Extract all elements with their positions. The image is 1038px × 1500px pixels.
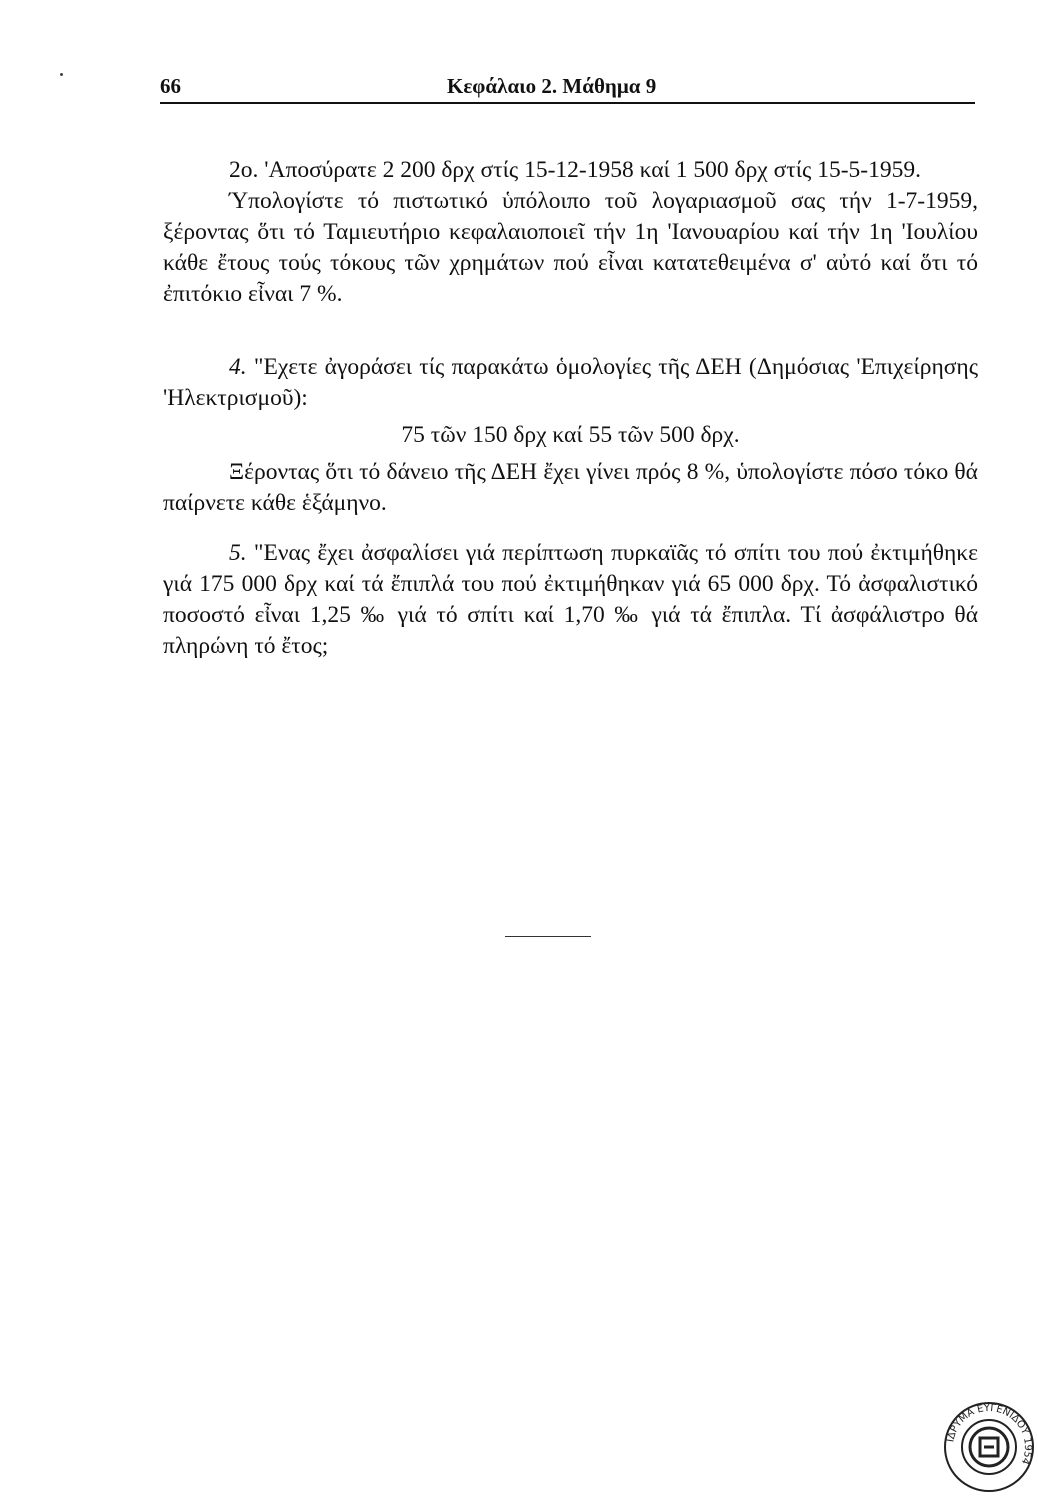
exercise-2 bbox=[163, 155, 978, 310]
exercise-4-statement: "Εχετε ἀγοράσει τίς παρακάτω ὁμολογίες τῆς ΔΕΗ (Δημόσιας 'Επιχείρησης 'Ηλεκτρισμοῦ): bbox=[163, 354, 979, 411]
page-number: 66 bbox=[160, 74, 181, 98]
exercise-4-question: Ξέροντας ὅτι τό δάνειο τῆς ΔΕΗ ἔχει γίνει πρός 8 %, ὑπολογίστε πόσο τόκο θά παίρνετε κάθε ἑξάμηνο. bbox=[163, 459, 978, 516]
exercise-5 bbox=[163, 538, 978, 662]
exercise-4-text bbox=[163, 352, 978, 414]
page-header bbox=[160, 72, 975, 104]
exercise-5-text bbox=[163, 538, 978, 662]
end-rule bbox=[505, 936, 591, 937]
exercise-2-question: Ύπολογίστε τό πιστωτικό ὑπόλοιπο τοῦ λογαριασμοῦ σας τήν 1-7-1959, ξέροντας ὅτι τό Ταμιευτήριο κεφαλαιοποιεῖ τήν 1η 'Ιανουαρίου καί τήν 1η 'Ιουλίου κάθε ἔτους τούς τόκους τῶν χρημάτων πού εἶναι κατατεθειμένα σ' αὐτό καί ὅτι τό ἐπιτόκιο εἶναι 7 %. bbox=[163, 188, 978, 307]
exercise-5-statement: "Ενας ἔχει ἀσφαλίσει γιά περίπτωση πυρκαϊᾶς τό σπίτι του πού ἐκτιμήθηκε γιά 175 000 δρχ καί τά ἔπιπλά του πού ἐκτιμήθηκαν γιά 65 000 δρχ. Τό ἀσφαλιστικό ποσοστό εἶναι 1,25 ‰ γιά τό σπίτι καί 1,70 ‰ γιά τά ἔπιπλα. Τί ἀσφάλιστρο θά πληρώνη τό ἔτος; bbox=[163, 540, 978, 659]
header-rule bbox=[160, 102, 975, 104]
foundation-seal-icon bbox=[942, 1400, 1036, 1494]
exercise-2-intro: 2ο. 'Αποσύρατε 2 200 δρχ στίς 15-12-1958 καί 1 500 δρχ στίς 15-5-1959. bbox=[229, 157, 921, 183]
seal-text: ΙΔΡΥΜΑ ΕΥΓΕΝΙΔΟΥ 1954 bbox=[945, 1402, 1034, 1466]
print-speck bbox=[60, 73, 63, 76]
exercise-4 bbox=[163, 352, 978, 519]
exercise-4-bonds: 75 τῶν 150 δρχ καί 55 τῶν 500 δρχ. bbox=[401, 422, 740, 448]
exercise-5-number: 5. bbox=[229, 540, 247, 566]
running-head: Κεφάλαιο 2. Μάθημα 9 bbox=[447, 74, 657, 98]
exercise-4-number: 4. bbox=[229, 354, 247, 380]
